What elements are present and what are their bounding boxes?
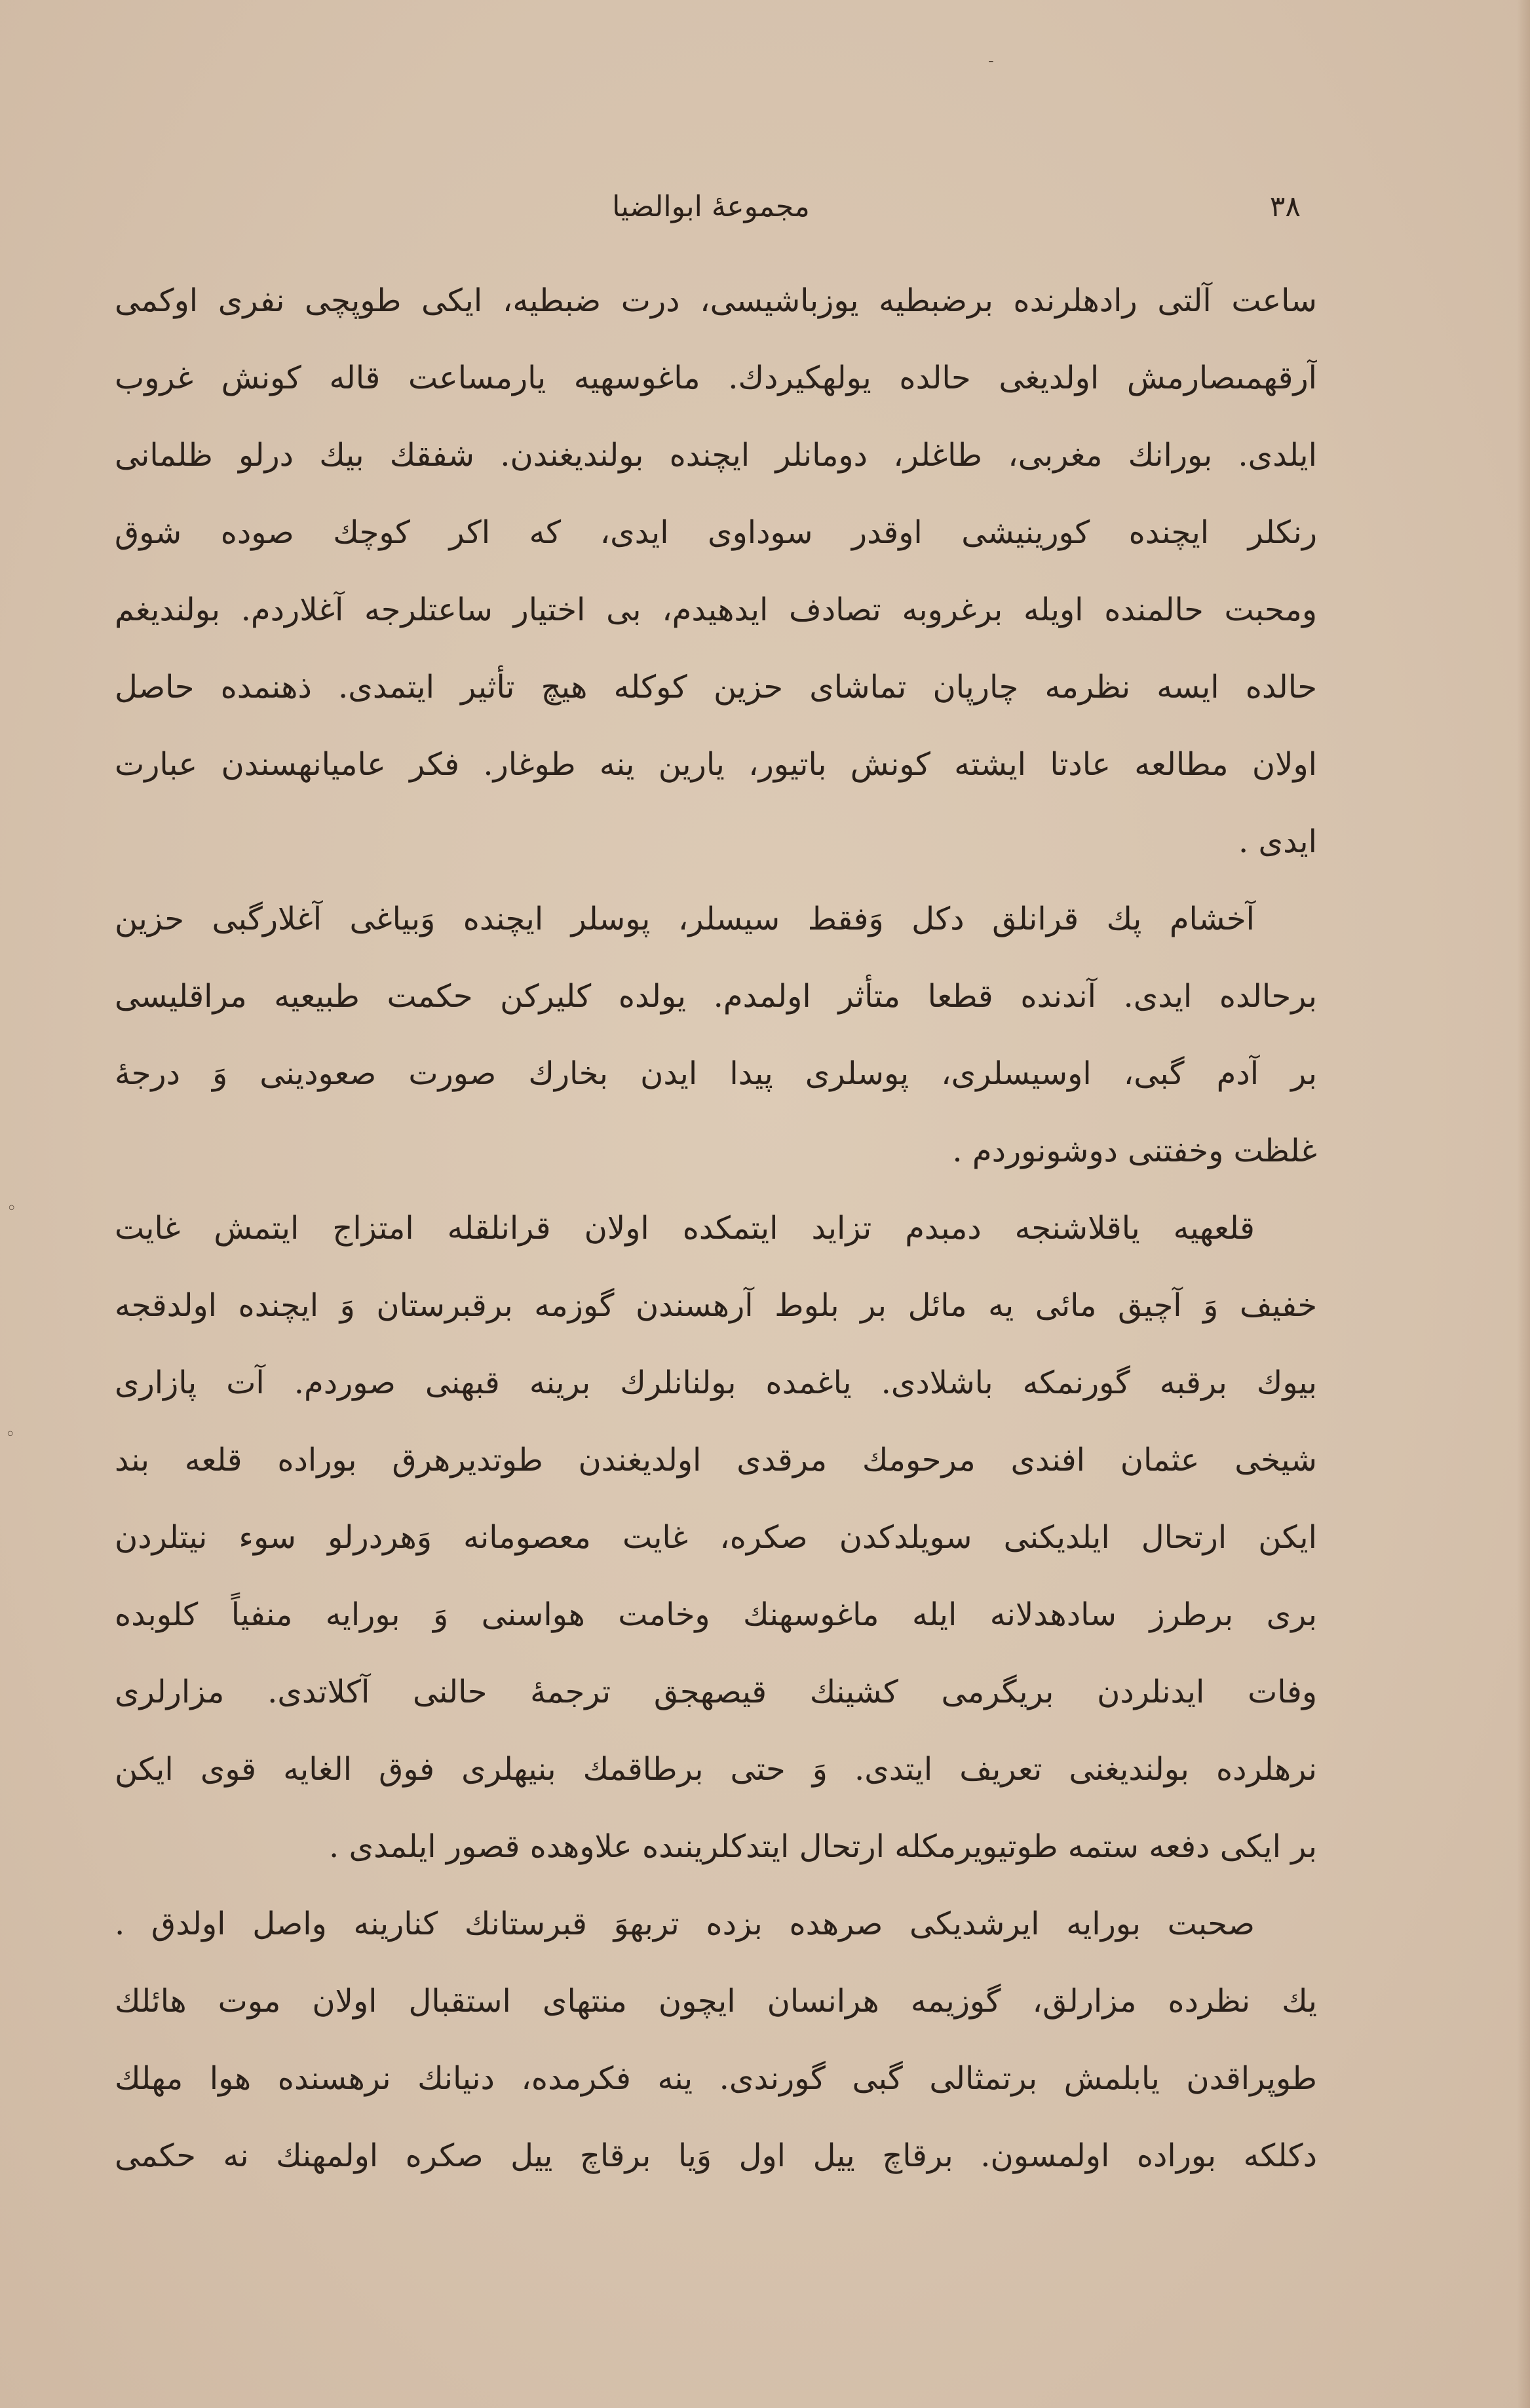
text-line: بيوك برقبه گورنمكه باشلادى. ياغمده بولنانلرك برينه قبهنى صوردم. آت پازارى <box>115 1364 1317 1401</box>
paragraph <box>115 880 1317 1190</box>
text-line: وفات ايدنلردن بريگرمى كشينك قيصهجق ترجمهٔ حالنى آكلاتدى. مزارلرى <box>115 1674 1317 1710</box>
paragraph <box>115 1190 1317 1885</box>
text-line: ومحبت حالمنده اويله برغروبه تصادف ايدهيدم، بى اختيار ساعتلرجه آغلاردم. بولنديغم <box>115 592 1317 628</box>
text-line: خفيف وَ آچيق مائى يه مائل بر بلوط آرهسندن گوزمه برقبرستان وَ ايچنده اولدقجه <box>115 1287 1317 1324</box>
margin-mark: ◦ <box>7 1199 17 1218</box>
print-mark: - <box>988 51 994 71</box>
page-number: ٣٨ <box>1269 190 1301 223</box>
paragraph <box>115 1885 1317 2194</box>
text-line: آخشام پك قرانلق دكل وَفقط سيسلر، پوسلر ايچنده وَبياغى آغلارگبى حزين <box>115 901 1255 937</box>
text-line: يك نظرده مزارلق، گوزيمه هرانسان ايچون منتهاى استقبال اولان موت هائلك <box>115 1983 1317 2020</box>
text-line: شيخى عثمان افندى مرحومك مرقدى اولديغندن طوتديرهرق بوراده قلعه بند <box>115 1442 1317 1478</box>
text-line: ساعت آلتى رادهلرنده برضبطيه يوزباشيسى، درت ضبطيه، ايكى طوپچى نفرى اوكمى <box>115 282 1317 319</box>
text-line: رنكلر ايچنده كورينيشى اوقدر سوداوى ايدى، كه اكر كوچك صوده شوق <box>115 514 1317 551</box>
text-line: قلعهيه ياقلاشنجه دمبدم تزايد ايتمكده اولان قرانلقله امتزاج ايتمش غايت <box>115 1210 1255 1247</box>
text-line: دكلكه بوراده اولمسون. برقاچ ييل اول وَيا برقاچ ييل صكره اولمهنك نه حكمى <box>115 2137 1317 2174</box>
text-line: اولان مطالعه عادتا ايشته كونش باتيور، يارين ينه طوغار. فكر عاميانهسندن عبارت <box>115 746 1317 783</box>
text-line: ايلدى. بورانك مغربى، طاغلر، دومانلر ايچنده بولنديغندن. شفقك بيك درلو ظلمانى <box>115 437 1317 474</box>
page-header <box>121 190 1301 242</box>
text-line: بر ايكى دفعه ستمه طوتيويرمكله ارتحال ايتدكلرينىده علاوهده قصور ايلمدى . <box>328 1828 1317 1865</box>
text-line: غلظت وخفتنى دوشونوردم . <box>952 1133 1317 1169</box>
text-line: بر آدم گبى، اوسيسلرى، پوسلرى پيدا ايدن بخارك صورت صعودينى وَ درجهٔ <box>115 1055 1317 1092</box>
text-line: صحبت بورايه ايرشديكى صرهده بزده تربهوَ قبرستانك كنارينه واصل اولدق . <box>115 1906 1255 1942</box>
text-line: نرهلرده بولنديغنى تعريف ايتدى. وَ حتى برطاقمك بنيهلرى فوق الغايه قوى ايكن <box>115 1751 1317 1788</box>
running-title: مجموعهٔ ابوالضيا <box>612 190 810 223</box>
margin-mark: ◦ <box>5 1425 16 1444</box>
page-edge-shadow <box>1517 0 1530 2408</box>
text-line: ايكن ارتحال ايلديكنى سويلدكدن صكره، غايت معصومانه وَهردرلو سوء نيتلردن <box>115 1519 1317 1556</box>
text-line: برحالده ايدى. آندنده قطعا متأثر اولمدم. يولده كليركن حكمت طبيعيه مراقليسى <box>115 978 1317 1015</box>
text-line: طوپراقدن يابلمش برتمثالى گبى گورندى. ينه فكرمده، دنيانك نرهسنده هوا مهلك <box>115 2060 1317 2097</box>
body-text <box>115 262 1317 2194</box>
paragraph <box>115 262 1317 880</box>
text-line: حالده ايسه نظرمه چارپان تماشاى حزين كوكله هيچ تأثير ايتمدى. ذهنمده حاصل <box>115 669 1317 705</box>
text-line: آرقهمىصارمش اولديغى حالده يولهكيردك. ماغوسهيه يارمساعت قاله كونش غروب <box>115 360 1317 396</box>
text-line: ايدى . <box>1238 823 1317 860</box>
text-line: برى برطرز سادهدلانه ايله ماغوسهنك وخامت هواسنى وَ بورايه منفياً كلوبده <box>115 1596 1317 1633</box>
